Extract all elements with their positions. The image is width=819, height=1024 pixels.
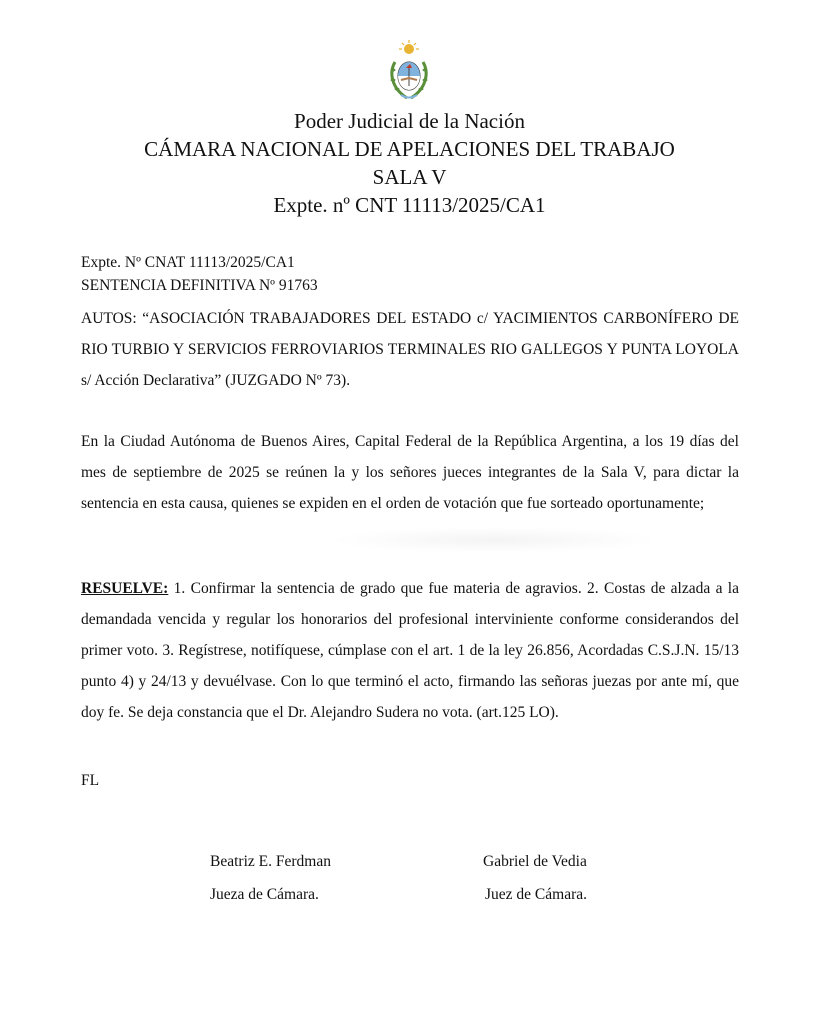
court-name: Poder Judicial de la Nación xyxy=(294,109,525,133)
sun-icon xyxy=(399,40,419,54)
opening-paragraph: En la Ciudad Autónoma de Buenos Aires, Capital Federal de la República Argentina, a los 19 días del mes de septiembre de 2025 se reúnen la y los señores jueces integrantes de la Sala V, para dictar la sentencia en esta causa, quienes se expiden en el orden de votación que fue sorteado oportunamente; xyxy=(81,433,739,512)
initials: FL xyxy=(81,772,100,789)
case-caption: AUTOS: “ASOCIACIÓN TRABAJADORES DEL ESTADO c/ YACIMIENTOS CARBONÍFERO DE RIO TURBIO Y SERVICIOS FERROVIARIOS TERMINALES RIO GALLEGOS Y PUNTA LOYOLA s/ Acción Declarativa” (JUZGADO Nº 73). xyxy=(81,310,739,389)
signatory-name-2: Gabriel de Vedia xyxy=(483,853,587,870)
signatory-title-1: Jueza de Cámara. xyxy=(210,886,319,903)
signatory-name-1: Beatriz E. Ferdman xyxy=(210,853,331,870)
resolution-paragraph xyxy=(81,573,739,728)
resolution-label: RESUELVE: xyxy=(81,580,169,597)
resolution-text: 1. Confirmar la sentencia de grado que fue materia de agravios. 2. Costas de alzada a la demandada vencida y regular los honorarios del profesional interviniente conforme considerandos del primer voto. 3. Regístrese, notifíquese, cúmplase con el art. 1 de la ley 26.856, Acordadas C.S.J.N. 15/13 punto 4) y 24/13 y devuélvase. Con lo que terminó el acto, firmando las señoras juezas por ante mí, que doy fe. Se deja constancia que el Dr. Alejandro Sudera no vota. (art.125 LO). xyxy=(81,580,739,721)
sala-name: SALA V xyxy=(372,165,447,189)
case-number-header: Expte. nº CNT 11113/2025/CA1 xyxy=(273,193,546,217)
sentence-number: SENTENCIA DEFINITIVA Nº 91763 xyxy=(81,277,318,294)
chamber-name: CÁMARA NACIONAL DE APELACIONES DEL TRABAJO xyxy=(144,137,675,161)
argentina-coat-of-arms-icon xyxy=(385,40,433,102)
redacted-area xyxy=(330,527,660,553)
signatory-title-2: Juez de Cámara. xyxy=(485,886,587,903)
case-number: Expte. Nº CNAT 11113/2025/CA1 xyxy=(81,254,295,271)
